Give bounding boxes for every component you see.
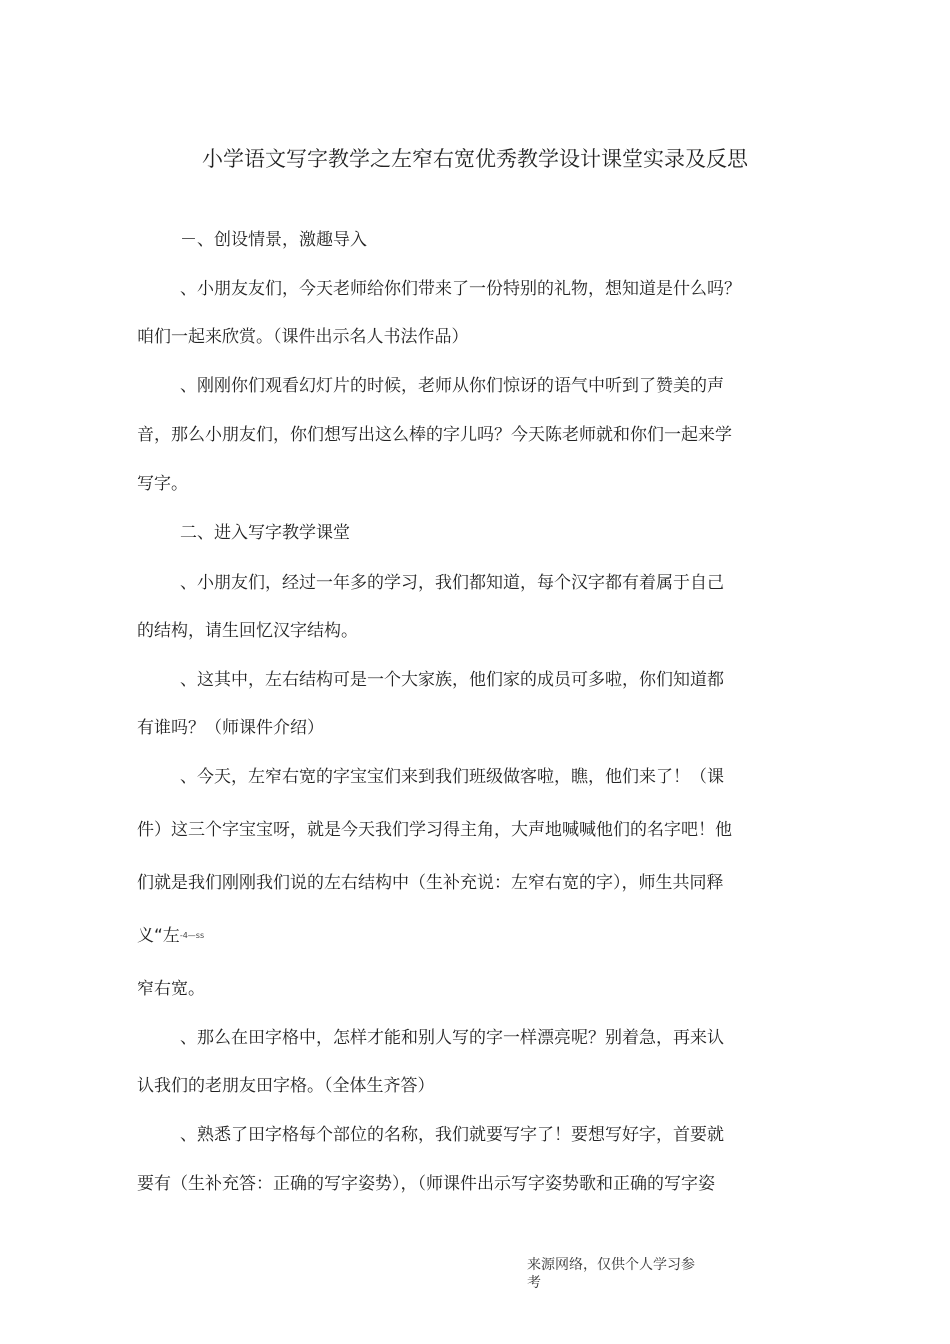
paragraph-line: 音，那么小朋友们，你们想写出这么棒的字儿吗？今天陈老师就和你们一起来学 [137, 425, 732, 445]
paragraph-line: 要有（生补充答：正确的写字姿势），（师课件出示写字姿势歌和正确的写字姿 [137, 1174, 715, 1194]
small-mark: -4—ss [179, 931, 205, 940]
footer-line: 来源网络，仅供个人学习参 [527, 1257, 695, 1273]
paragraph-line: 、今天，左窄右宽的字宝宝们来到我们班级做客啦，瞧，他们来了！（课 [180, 767, 724, 787]
paragraph-line: 、那么在田字格中，怎样才能和别人写的字一样漂亮呢？别着急，再来认 [180, 1028, 724, 1048]
footer-note [527, 1256, 727, 1292]
footer-line: 考 [527, 1275, 541, 1291]
document-title: 小学语文写字教学之左窄右宽优秀教学设计课堂实录及反思 [202, 147, 748, 171]
section-heading-1: －、创设情景，激趣导入 [180, 230, 367, 250]
paragraph-line: 们就是我们刚刚我们说的左右结构中（生补充说：左窄右宽的字），师生共同释 [137, 873, 724, 893]
paragraph-text: 义“左 [137, 926, 180, 946]
paragraph-line: 认我们的老朋友田字格。（全体生齐答） [137, 1076, 435, 1096]
paragraph-line: 、小朋友友们，今天老师给你们带来了一份特别的礼物，想知道是什么吗？ [180, 279, 741, 299]
paragraph-line: 、小朋友们，经过一年多的学习，我们都知道，每个汉字都有着属于自己 [180, 573, 724, 593]
paragraph-line: 写字。 [137, 474, 188, 494]
paragraph-line: 咱们一起来欣赏。（课件出示名人书法作品） [137, 327, 469, 347]
paragraph-line: 有谁吗？（师课件介绍） [137, 718, 324, 738]
section-heading-2: 二、进入写字教学课堂 [180, 523, 350, 543]
paragraph-line [137, 924, 204, 948]
paragraph-line: 、熟悉了田字格每个部位的名称，我们就要写字了！要想写好字，首要就 [180, 1125, 724, 1145]
paragraph-line: 、刚刚你们观看幻灯片的时候，老师从你们惊讶的语气中听到了赞美的声 [180, 376, 724, 396]
paragraph-line: 的结构，请生回忆汉字结构。 [137, 621, 358, 641]
paragraph-line: 、这其中，左右结构可是一个大家族，他们家的成员可多啦，你们知道都 [180, 670, 724, 690]
paragraph-line: 窄右宽。 [137, 979, 205, 999]
paragraph-line: 件）这三个字宝宝呀，就是今天我们学习得主角，大声地喊喊他们的名字吧！他 [137, 820, 732, 840]
